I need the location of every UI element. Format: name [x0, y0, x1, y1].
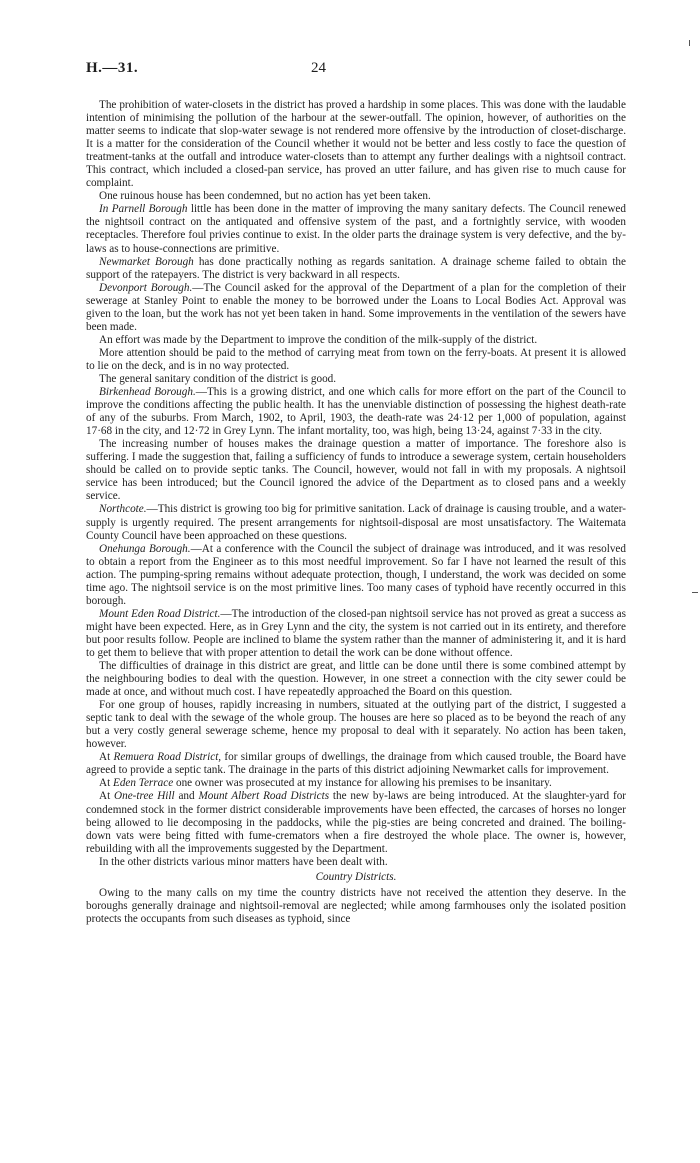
paragraph: Northcote.—This district is growing too big for primitive sanitation. Lack of drainage is causing trouble, and a water-supply is urgently required. The present arrangements for nightsoil-disposal are most unsatisfactory. The Waitemata County Council have been approached on these questions.: [86, 503, 626, 542]
paragraph: The general sanitary condition of the district is good.: [99, 372, 337, 385]
page-header: [86, 60, 626, 80]
paragraph: Owing to the many calls on my time the country districts have not received the attention they deserve. In the boroughs generally drainage and nightsoil-removal are neglected; while among farmhouses only the isolated position protects the occupants from such diseases as typhoid, since: [86, 886, 626, 925]
paragraph: In the other districts various minor matters have been dealt with.: [99, 855, 388, 868]
paragraph: At Eden Terrace one owner was prosecuted at my instance for allowing his premises to be insanitary.: [99, 777, 552, 790]
paragraph: Birkenhead Borough.—This is a growing district, and one which calls for more effort on the part of the Council to improve the conditions affecting the public health. It has the unenviable distinction of possessing the highest death-rate of any of the suburbs. From March, 1902, to April, 1903, the death-rate was 24·12 per 1,000 of population, against 17·68 in the city, and 12·72 in Grey Lynn. The infant mortality, too, was high, being 13·24, against 7·33 in the city.: [86, 386, 626, 438]
paragraph: Mount Eden Road District.—The introduction of the closed-pan nightsoil service has not proved as great a success as might have been expected. Here, as in Grey Lynn and the city, the system is not carried out in its entirety, and therefore but poor results follow. People are inclined to blame the system rather than the manner of administering it, and it is hard to get them to believe that with proper attention to detail the work can be done without offence.: [86, 607, 627, 659]
paragraph: Onehunga Borough.—At a conference with the Council the subject of drainage was introduced, and it was resolved to obtain a report from the Engineer as to this most needful improvement. So far I have not learned the result of this action. The pumping-spring remains without adequate protection, though, I understand, the work was decided on some time ago. The nightsoil service is on the most primitive lines. Too many cases of typhoid have recently occurred in this borough.: [86, 542, 626, 607]
paragraph: Devonport Borough.—The Council asked for the approval of the Department of a plan for the completion of their sewerage at Stanley Point to enable the money to be borrowed under the Loans to Local Bodies Act. Approval was given to the loan, but the work has not yet been taken in hand. Some improvements in the ventilation of the sewers have been made.: [86, 281, 626, 333]
document-reference: H.—31.: [86, 60, 139, 76]
paragraph: The prohibition of water-closets in the district has proved a hardship in some places. This was done with the laudable intention of minimising the pollution of the harbour at the sewer-outfall. The opinion, however, of authorities on the matter seems to indicate that slop-water sewage is not rendered more offensive by the introduction of closet-discharge. It is a matter for the consideration of the Council whether it would not be better and less costly to face the question of treatment-tanks at the outfall and introduce water-closets than to attempt any further dealings with a nightsoil contract. This contract, which included a closed-pan service, has proved an utter failure, and has given rise to much cause for complaint.: [86, 99, 626, 190]
paragraph: At One-tree Hill and Mount Albert Road Districts the new by-laws are being introduced. At the slaughter-yard for condemned stock in the former district considerable improvements have been effected, the carcases of horses no longer being allowed to lie decomposing in the paddocks, while the pig-sties are being concreted and drained. The boiling-down vats were being fitted with fume-cremators when a fire destroyed the whole place. The owner is, however, rebuilding with all the improvements suggested by the Department.: [86, 790, 627, 855]
paragraph: At Remuera Road District, for similar groups of dwellings, the drainage from which caused trouble, the Board have agreed to provide a septic tank. The drainage in the parts of this district adjoining Newmarket calls for improvement.: [86, 751, 626, 777]
page-number: 24: [311, 60, 326, 76]
section-heading: Country Districts.: [315, 870, 397, 883]
scan-edge-mark: [689, 40, 690, 46]
paragraph: In Parnell Borough little has been done in the matter of improving the many sanitary defects. The Council renewed the nightsoil contract on the antiquated and offensive system of the past, and a fortnightly service, with wooden receptacles. Therefore foul privies continue to exist. In the older parts the drainage system is very defective, and the by-laws as to house-connections are primitive.: [86, 203, 626, 255]
paragraph: One ruinous house has been condemned, but no action has yet been taken.: [99, 190, 431, 203]
paragraph: More attention should be paid to the method of carrying meat from town on the ferry-boats. At present it is allowed to lie on the deck, and is in no way protected.: [86, 346, 626, 372]
paragraph: The difficulties of drainage in this district are great, and little can be done until there is some combined attempt by the neighbouring bodies to deal with the question. However, in one street a connection with the city sewer could be made at once, and without much cost. I have repeatedly approached the Board on this question.: [86, 660, 626, 699]
paragraph: The increasing number of houses makes the drainage question a matter of importance. The foreshore also is suffering. I made the suggestion that, failing a sufficiency of funds to introduce a sewerage system, certain householders should be called on to provide septic tanks. The Council, however, would not fall in with my proposals. A nightsoil service has been introduced; but the Council ignored the advice of the Department as to closed pans and a weekly service.: [86, 438, 626, 503]
body-text: [86, 99, 626, 926]
paragraph: For one group of houses, rapidly increasing in numbers, situated at the outlying part of the district, I suggested a septic tank to deal with the sewage of the whole group. The houses are here so placed as to be beyond the reach of any but a very costly general sewerage scheme, hence my proposal to deal with it separately. No action has been taken, however.: [86, 699, 626, 751]
scan-edge-mark: [692, 592, 698, 593]
paragraph: Newmarket Borough has done practically nothing as regards sanitation. A drainage scheme failed to obtain the support of the ratepayers. The district is very backward in all respects.: [86, 255, 626, 281]
paragraph: An effort was made by the Department to improve the condition of the milk-supply of the district.: [99, 333, 538, 346]
